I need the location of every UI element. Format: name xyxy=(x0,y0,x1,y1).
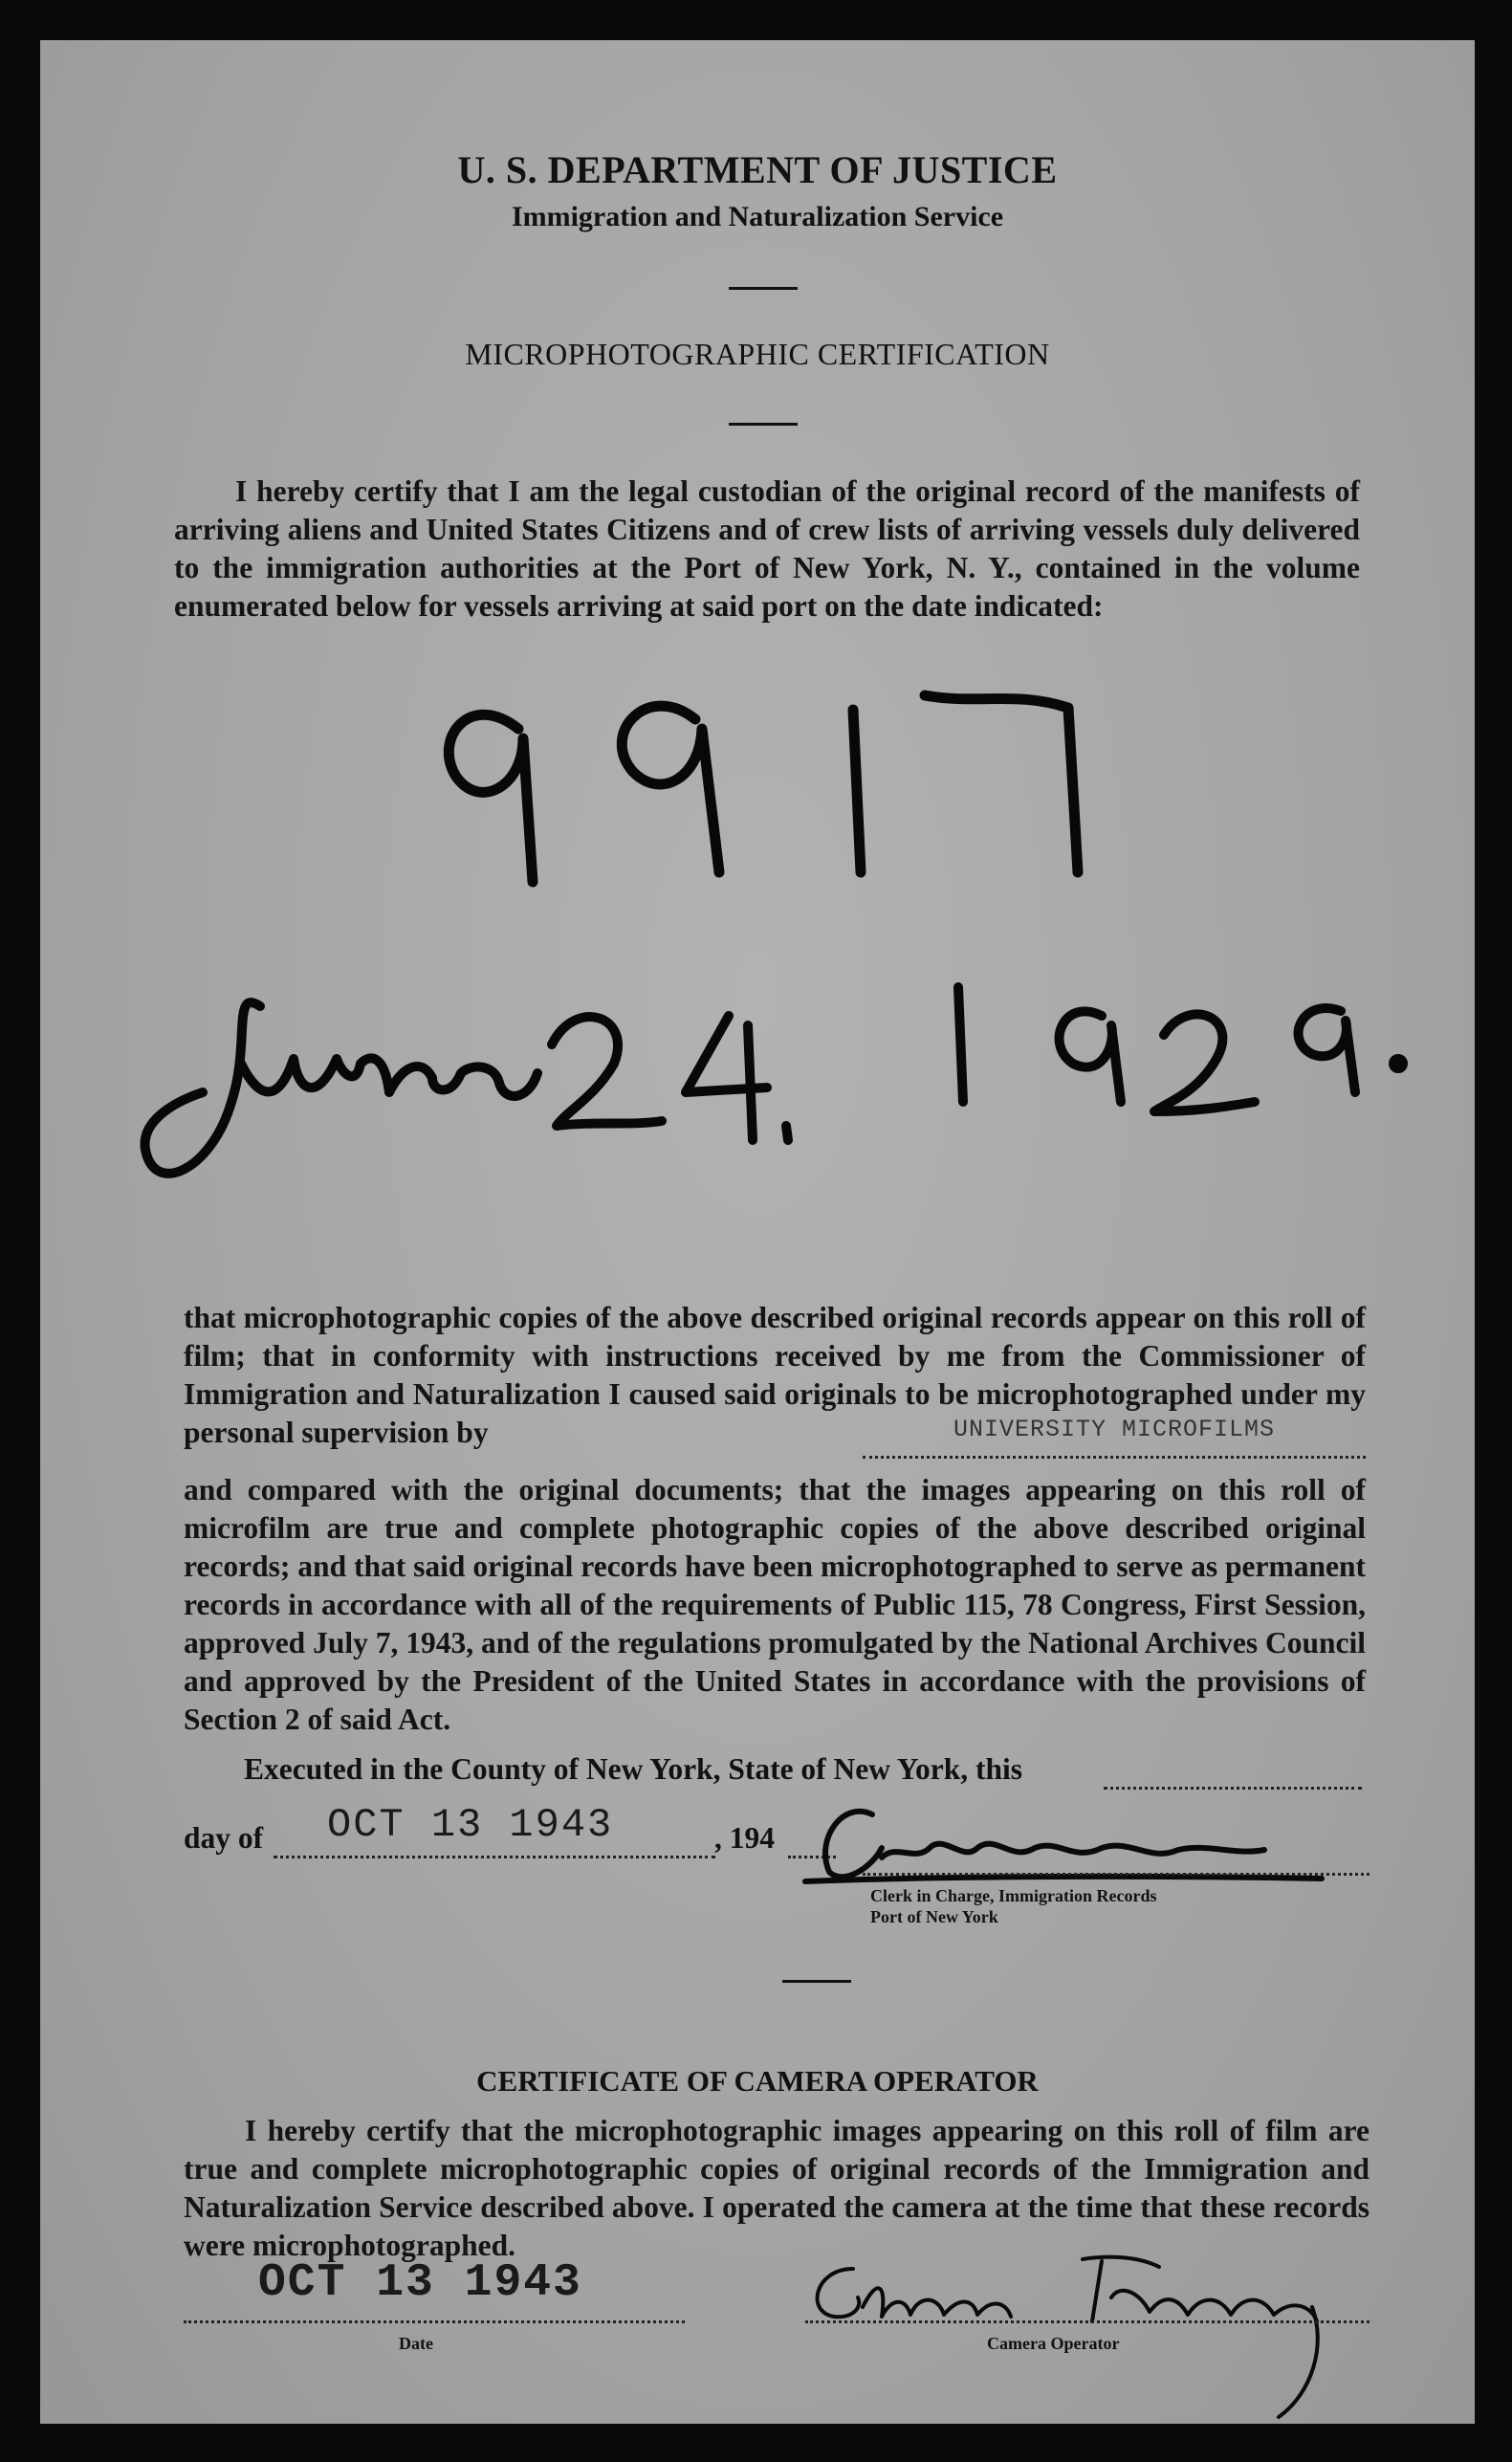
divider xyxy=(729,423,798,426)
supervisor-typed: UNIVERSITY MICROFILMS xyxy=(953,1416,1276,1443)
camera-date-stamp: OCT 13 1943 xyxy=(258,2257,582,2309)
date-handwriting xyxy=(117,958,1417,1217)
certification-title: MICROPHOTOGRAPHIC CERTIFICATION xyxy=(465,337,1050,371)
operator-dotted-line xyxy=(805,2320,1370,2323)
camera-date-dotted-line xyxy=(184,2320,685,2323)
intro-text: I hereby certify that I am the legal custodian of the original record of the manifests of arriving aliens and United States Citizens and of crew lists of arriving vessels duly delivered to the immigration authorities at the Port of New York, N. Y., contained in the volume enumerated below for vessels arriving at said port on the date indicated: xyxy=(174,474,1360,623)
clerk-title-1: Clerk in Charge, Immigration Records xyxy=(870,1886,1157,1905)
divider xyxy=(729,287,798,290)
date-stamp: OCT 13 1943 xyxy=(327,1802,614,1848)
body-text: that microphotographic copies of the above described original records appear on this roll of film; that in conformity with instructions received by me from the Commissioner of Immigration and Naturalization I caused said originals to be microphotographed under my personal supervision by xyxy=(184,1301,1366,1449)
date-label: Date xyxy=(399,2334,433,2353)
intro-paragraph xyxy=(174,473,1360,626)
executed-dotted-line xyxy=(1104,1787,1362,1790)
day-of-label: day of xyxy=(184,1821,264,1855)
clerk-signature xyxy=(786,1791,1341,1896)
camera-operator-label: Camera Operator xyxy=(987,2334,1120,2353)
clerk-title-2: Port of New York xyxy=(870,1907,998,1926)
divider xyxy=(782,1980,851,1983)
volume-number-handwriting xyxy=(404,652,1111,939)
day-dotted-line xyxy=(274,1856,715,1858)
supervisor-dotted-line xyxy=(863,1456,1366,1459)
certificate-sheet xyxy=(40,40,1475,2424)
service-subheading: Immigration and Naturalization Service xyxy=(511,201,1004,232)
department-heading: U. S. DEPARTMENT OF JUSTICE xyxy=(457,148,1058,191)
body-paragraph-cont xyxy=(184,1471,1366,1739)
year-prefix: , 194 xyxy=(714,1821,775,1855)
camera-text: I hereby certify that the microphotographic images appearing on this roll of film are true and complete microphotographic copies of original records of the Immigration and Naturalization Service described above. I operated the camera at the time that these records were microphotographed. xyxy=(184,2114,1370,2262)
executed-text: Executed in the County of New York, State of New York, this xyxy=(244,1752,1023,1786)
camera-title: CERTIFICATE OF CAMERA OPERATOR xyxy=(476,2064,1039,2098)
body-cont-text: and compared with the original documents; that the images appearing on this roll of microfilm are true and complete photographic copies of the above described original records; and that said original records have been microphotographed to serve as permanent records in accordance with all of the requirements of Public 115, 78 Congress, First Session, approved July 7, 1943, and of the regulations promulgated by the National Archives Council and approved by the President of the United States in accordance with the provisions of Section 2 of said Act. xyxy=(184,1473,1366,1736)
signature-dotted-line xyxy=(863,1873,1370,1876)
